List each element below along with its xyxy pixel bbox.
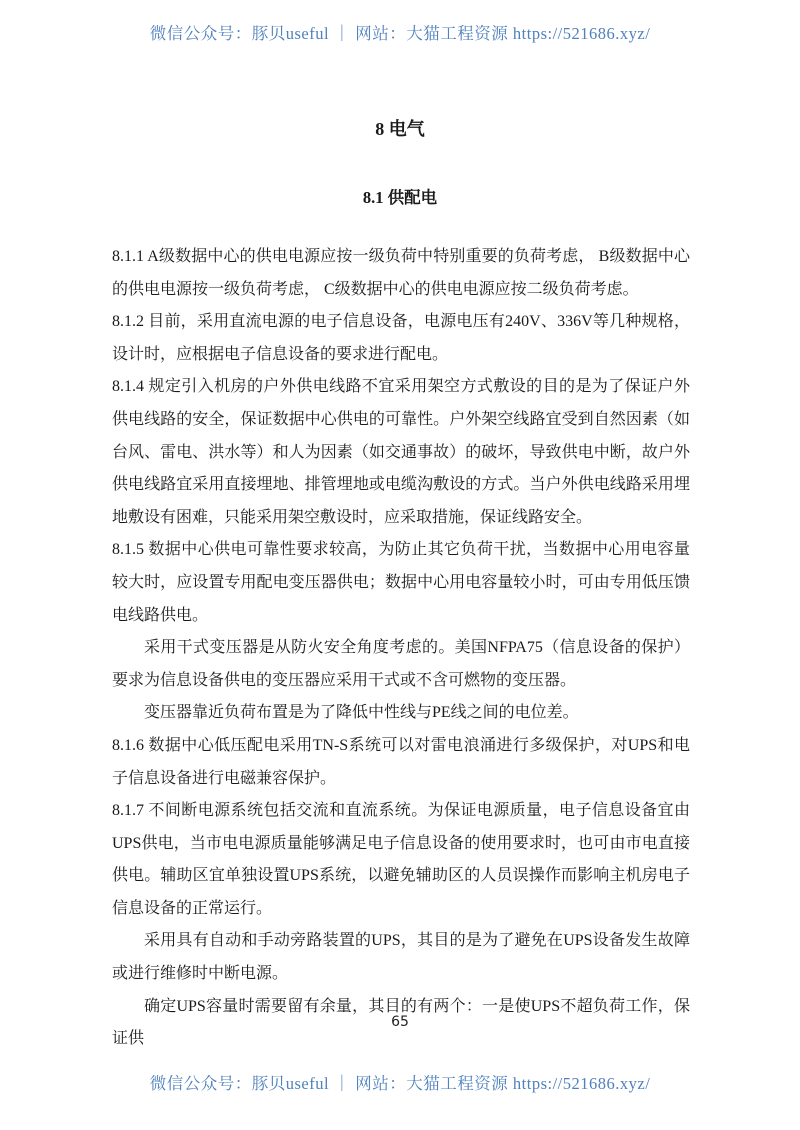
header-promo-url[interactable]: https://521686.xyz/ bbox=[512, 24, 651, 43]
footer-promo-url[interactable]: https://521686.xyz/ bbox=[512, 1074, 651, 1093]
paragraph: 8.1.7 不间断电源系统包括交流和直流系统。为保证电源质量，电子信息设备宜由UPS供电，当市电电源质量能够满足电子信息设备的使用要求时，也可由市电直接供电。辅助区宜单独设置UPS系统，以避免辅助区的人员误操作而影响主机房电子信息设备的正常运行。 bbox=[112, 802, 690, 917]
paragraph: 确定UPS容量时需要留有余量，其目的有两个：一是使UPS不超负荷工作，保证供 bbox=[112, 997, 690, 1048]
paragraph: 8.1.2 目前，采用直流电源的电子信息设备，电源电压有240V、336V等几种规格，设计时，应根据电子信息设备的要求进行配电。 bbox=[112, 313, 690, 363]
header-promo bbox=[0, 20, 800, 44]
paragraph: 8.1.1 A级数据中心的供电电源应按一级负荷中特别重要的负荷考虑， B级数据中心的供电电源按一级负荷考虑， C级数据中心的供电电源应按二级负荷考虑。 bbox=[112, 248, 690, 298]
paragraph: 8.1.5 数据中心供电可靠性要求较高，为防止其它负荷干扰，当数据中心用电容量较大时，应设置专用配电变压器供电；数据中心用电容量较小时，可由专用低压馈电线路供电。 bbox=[112, 541, 690, 624]
paragraph: 采用具有自动和手动旁路装置的UPS，其目的是为了避免在UPS设备发生故障或进行维修时中断电源。 bbox=[112, 932, 690, 983]
body bbox=[112, 241, 690, 1056]
section-title: 8.1 供配电 bbox=[362, 188, 438, 207]
paragraph: 采用干式变压器是从防火安全角度考虑的。美国NFPA75（信息设备的保护）要求为信息设备供电的变压器应采用干式或不含可燃物的变压器。 bbox=[112, 639, 690, 689]
paragraph: 8.1.4 规定引入机房的户外供电线路不宜采用架空方式敷设的目的是为了保证户外供电线路的安全，保证数据中心供电的可靠性。户外架空线路宜受到自然因素（如台风、雷电、洪水等）和人为因素（如交通事故）的破坏，导致供电中断，故户外供电线路宜采用直接埋地、排管埋地或电缆沟敷设的方式。当户外供电线路采用埋地敷设有困难，只能采用架空敷设时，应采取措施，保证线路安全。 bbox=[112, 378, 690, 526]
paragraph: 8.1.6 数据中心低压配电采用TN-S系统可以对雷电浪涌进行多级保护，对UPS和电子信息设备进行电磁兼容保护。 bbox=[112, 736, 690, 787]
footer-promo bbox=[0, 1070, 800, 1094]
chapter-title: 8 电气 bbox=[375, 119, 425, 139]
paragraph: 变压器靠近负荷布置是为了降低中性线与PE线之间的电位差。 bbox=[144, 704, 579, 722]
header-promo-text: 微信公众号：豚贝useful ｜ 网站：大猫工程资源 bbox=[149, 24, 513, 43]
footer-promo-text: 微信公众号：豚贝useful ｜ 网站：大猫工程资源 bbox=[149, 1074, 513, 1093]
page-number: 65 bbox=[391, 1014, 409, 1030]
